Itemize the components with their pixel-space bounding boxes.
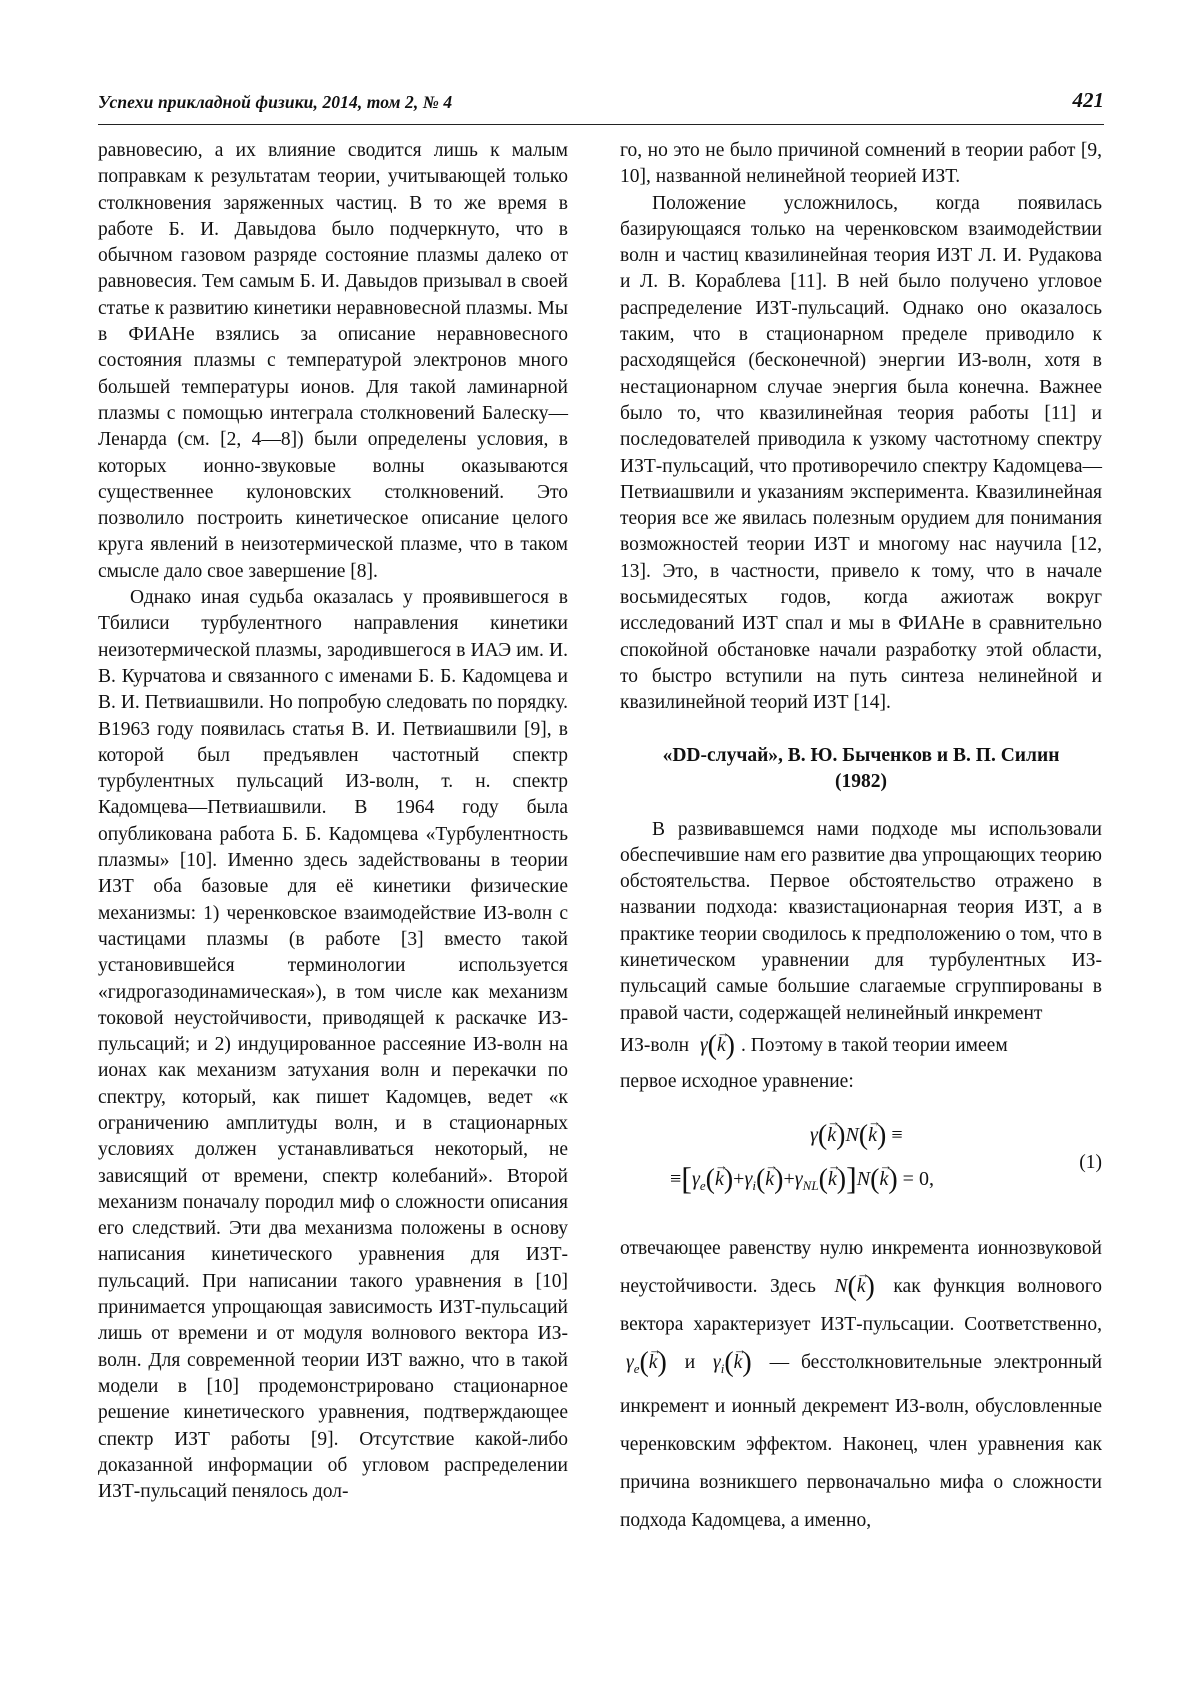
journal-citation: Успехи прикладной физики, 2014, том 2, № 4 xyxy=(98,92,453,112)
running-header xyxy=(98,88,1104,125)
section-title xyxy=(620,743,1102,795)
izwave-label: ИЗ-волн xyxy=(620,1034,690,1056)
paragraph-3-text: В развивавшемся нами подходе мы использовали обеспечившие нам его развитие два упрощающих теорию обстоятельства. Первое обстоятельство отражено в названии подхода: квазистационарная теория ИЗТ, а в практике теории сводилось к предположению о том, что в кинетическом уравнении для турбулентных ИЗ-пульсаций самые большие слагаемые сгруппированы в правой части, содержащей нелинейный инкремент xyxy=(620,818,1102,1024)
right-paragraph-3 xyxy=(620,817,1102,1027)
section-title-line2: (1982) xyxy=(835,770,887,792)
paragraph-3-tail-text: . Поэтому в такой теории имеем xyxy=(740,1034,1008,1056)
paragraph-4-part-a: отвечающее равенству нулю инкремента ионнозвуковой неустойчивости. Здесь xyxy=(620,1237,1102,1297)
equation-1-line-2: $\equiv[\gamma_e(\to k)+\gamma_i(\to k)+\gamma_{NL}(\to k)]N(\to k) = 0$, xyxy=(670,1166,934,1199)
equation-number: (1) xyxy=(1079,1151,1102,1173)
gamma-k-formula: γ(→ k) xyxy=(694,1033,741,1059)
page-number: 421 xyxy=(1072,88,1104,112)
right-paragraph-1: го, но это не было причиной сомнений в теории работ [9, 10], названной нелинейной теорией ИЗТ. xyxy=(620,140,1102,188)
paragraph-4-text xyxy=(620,1230,1102,1540)
left-column xyxy=(98,138,568,1505)
gamma-i-formula: $\gamma_i(\to k)$ xyxy=(707,1344,758,1388)
right-paragraph-2: Положение усложнилось, когда появилась базирующаяся только на черенковском взаимодействии волн и частиц квазилинейная теория ИЗТ Л. И. Рудакова и Л. В. Кораблева [11]. В ней было получено угловое распределение ИЗТ-пульсаций. Однако оно оказалось таким, что в стационарном пределе приводило к расходящейся (бесконечной) энергии ИЗ-волн, хотя в нестационарном случае энергия была конечна. Важнее было то, что квазилинейная теория работы [11] и последователей приводила к узкому частотному спектру ИЗТ-пульсаций, что противоречило спектру Кадомцева—Петвиашвили и указаниям эксперимента. Квазилинейная теория все же явилась полезным орудием для понимания возможностей теории ИЗТ и многому нас научила [12, 13]. Это, в частности, привело к тому, что в начале восьмидесятых годов, когда ажиотаж вокруг исследований ИЗТ спал и мы в ФИАНе в сравнительно спокойной обстановке начали разработку этой области, то быстро вступили на путь синтеза нелинейной и квазилинейной теорий ИЗТ [14]. xyxy=(620,192,1102,714)
paragraph-4-part-d: — бесстолкновительные электронный инкремент и ионный декремент ИЗ-волн, обусловленные черенковским эффектом. Наконец, член уравнения как причина возникшего первоначально мифа о сложности подхода Кадомцева, а именно, xyxy=(620,1351,1103,1531)
right-paragraph-3-end: первое исходное уравнение: xyxy=(620,1071,854,1093)
paragraph-4-part-b: как функция волнового вектора характеризует ИЗТ-пульсации. Соответственно, xyxy=(620,1275,1102,1335)
equation-1 xyxy=(620,1114,1102,1218)
n-k-formula: N(→ k) xyxy=(829,1268,881,1306)
left-paragraph-2: Однако иная судьба оказалась у проявившегося в Тбилиси турбулентного направления кинетики неизотермической плазмы, зародившегося в ИАЭ им. И. В. Курчатова и связанного с именами Б. Б. Кадомцева и В. И. Петвиашвили. Но попробую следовать по порядку. В1963 году появилась статья В. И. Петвиашвили [9], в которой был предъявлен частотный спектр турбулентных пульсаций ИЗ-волн, т. н. спектр Кадомцева—Петвиашвили. В 1964 году была опубликована работа Б. Б. Кадомцева «Турбулентность плазмы» [10]. Именно здесь задействованы в теории ИЗТ оба базовые для её кинетики физические механизмы: 1) черенковское взаимодействие ИЗ-волн с частицами плазмы (в работе [3] вместо такой установившейся терминологии используется «гидрогазодинамическая»), в том числе как механизм токовой неустойчивости, приводящей к раскачке ИЗ-пульсаций; и 2) индуцированное рассеяние ИЗ-волн на ионах как механизм затухания волн и перекачки по спектру, который, как пишет Кадомцев, ведет «к ограничению амплитуды волн, и в стационарных условиях должен устанавливаться некоторый, не зависящий от времени, спектр колебаний». Второй механизм поначалу породил миф о сложности описания его следствий. Эти два механизма положены в основу написания кинетического уравнения для ИЗТ-пульсаций. При написании такого уравнения в [10] принимается упрощающая зависимость ИЗТ-пульсаций лишь от времени и от модуля волнового вектора ИЗ-волн. Для современной теории ИЗТ важно, что в такой модели в [10] продемонстрировано стационарное решение кинетического уравнения, подтверждающее спектр ИЗТ работы [9]. Отсутствие какой-либо доказанной информации об угловом распределении ИЗТ-пульсаций пенялось дол- xyxy=(98,587,568,1503)
left-paragraph-1: равновесию, а их влияние сводится лишь к малым поправкам к результатам теории, учитывающей только столкновения заряженных частиц. В то же время в работе Б. И. Давыдова было подчеркнуто, что в обычном газовом разряде состояние плазмы далеко от равновесия. Тем самым Б. И. Давыдов призывал в своей статье к развитию кинетики неравновесной плазмы. Мы в ФИАНе взялись за описание неравновесного состояния плазмы с температурой электронов много большей температуры ионов. Для такой ламинарной плазмы с помощью интеграла столкновений Балеску—Ленарда (см. [2, 4—8]) были определены условия, в которых ионно-звуковые волны оказываются существеннее кулоновских столкновений. Это позволило построить кинетическое описание целого круга явлений в неизотермической плазме, что в таком смысле дало свое завершение [8]. xyxy=(98,140,568,582)
right-paragraph-3-tail xyxy=(620,1029,1102,1061)
right-paragraph-4 xyxy=(620,1230,1102,1540)
gamma-e-formula: $\gamma_e(\to k)$ xyxy=(620,1344,673,1388)
paragraph-4-part-c: и xyxy=(684,1351,696,1373)
right-column xyxy=(620,138,1102,1540)
section-title-line1: «DD-случай», В. Ю. Быченков и В. П. Силин xyxy=(662,744,1060,766)
equation-1-line-1: γ(→ k)N(→ k) ≡ xyxy=(810,1122,903,1148)
